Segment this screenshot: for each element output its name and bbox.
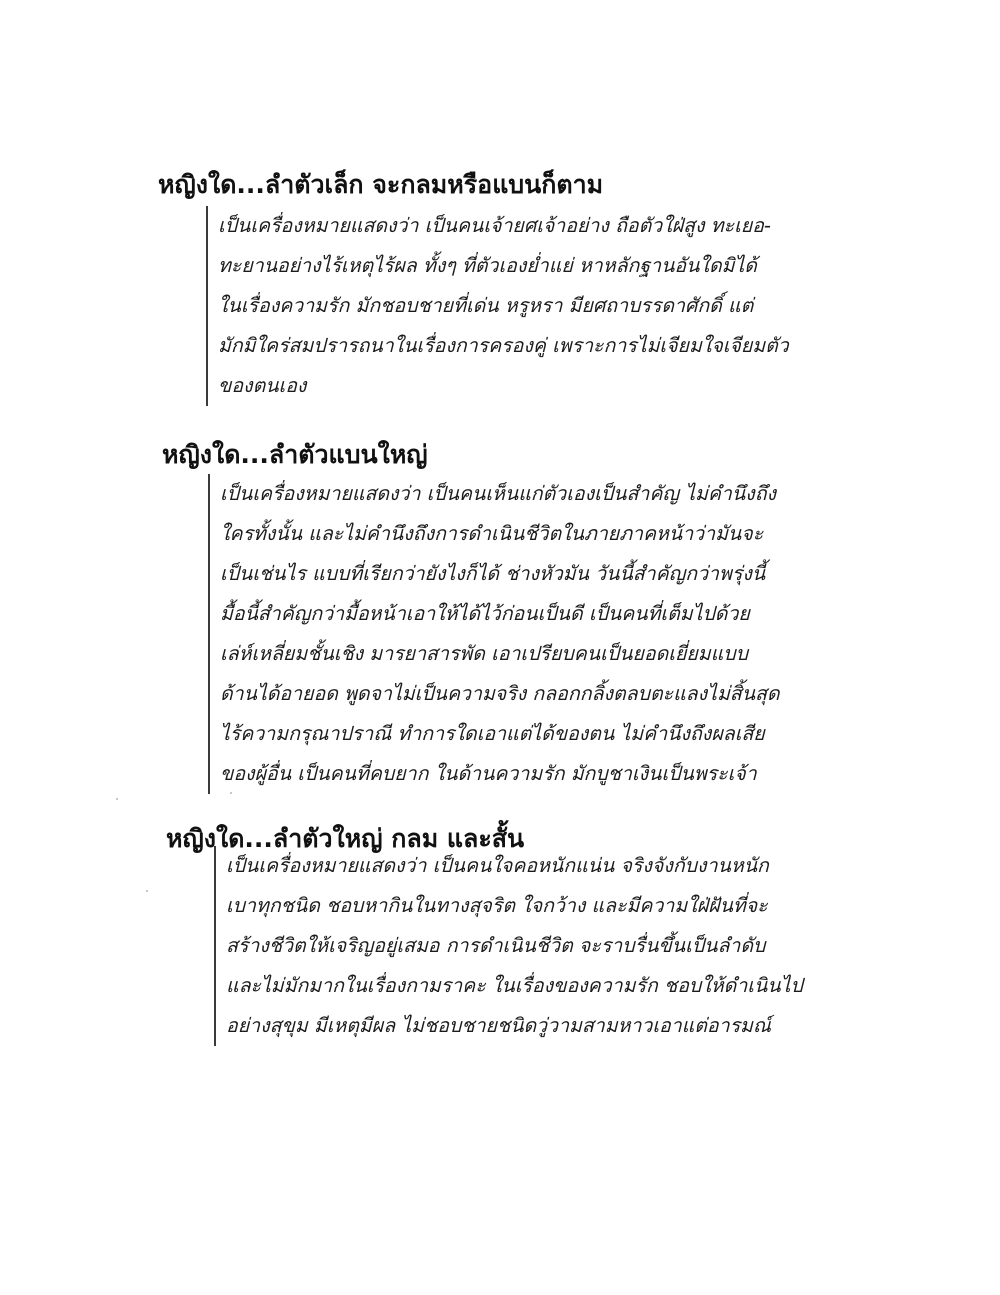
scan-speck	[146, 890, 148, 892]
body-line: ด้านได้อายอด พูดจาไม่เป็นความจริง กลอกกลิ้งตลบตะแลงไม่สิ้นสุด	[220, 682, 780, 705]
body-line: เล่ห์เหลี่ยมชั้นเชิง มารยาสารพัด เอาเปรียบคนเป็นยอดเยี่ยมแบบ	[220, 642, 748, 665]
body-line: ของผู้อื่น เป็นคนที่คบยาก ในด้านความรัก มักบูชาเงินเป็นพระเจ้า	[220, 762, 757, 785]
body-line: ในเรื่องความรัก มักชอบชายที่เด่น หรูหรา มียศถาบรรดาศักดิ์ แต่	[218, 294, 754, 317]
body-line: ทะยานอย่างไร้เหตุไร้ผล ทั้งๆ ที่ตัวเองย่ำแย่ หาหลักฐานอันใดมิได้	[218, 254, 757, 277]
body-line: มื้อนี้สำคัญกว่ามื้อหน้าเอาให้ได้ไว้ก่อนเป็นดี เป็นคนที่เต็มไปด้วย	[220, 602, 750, 625]
body-line: เป็นเครื่องหมายแสดงว่า เป็นคนเห็นแก่ตัวเองเป็นสำคัญ ไม่คำนึงถึง	[220, 482, 777, 505]
body-line: ของตนเอง	[218, 374, 307, 397]
section-heading: หญิงใด...ลำตัวเล็ก จะกลมหรือแบนก็ตาม	[158, 170, 604, 199]
body-line: และไม่มักมากในเรื่องกามราคะ ในเรื่องของความรัก ชอบให้ดำเนินไป	[226, 974, 803, 997]
scan-speck	[230, 792, 232, 794]
body-line: เป็นเครื่องหมายแสดงว่า เป็นคนเจ้ายศเจ้าอย่าง ถือตัวใฝ่สูง ทะเยอ-	[218, 214, 771, 237]
body-line: สร้างชีวิตให้เจริญอยู่เสมอ การดำเนินชีวิต จะราบรื่นขึ้นเป็นลำดับ	[226, 934, 766, 957]
body-line: เบาทุกชนิด ชอบหากินในทางสุจริต ใจกว้าง และมีความใฝ่ฝันที่จะ	[226, 894, 768, 917]
body-line: ใครทั้งนั้น และไม่คำนึงถึงการดำเนินชีวิตในภายภาคหน้าว่ามันจะ	[220, 522, 764, 545]
section-body-text	[208, 474, 780, 794]
section-body-text	[214, 846, 803, 1046]
scan-speck	[116, 798, 118, 800]
section-heading: หญิงใด...ลำตัวใหญ่ กลม และสั้น	[166, 824, 525, 853]
section-heading: หญิงใด...ลำตัวแบนใหญ่	[162, 440, 428, 469]
body-line: เป็นเช่นไร แบบที่เรียกว่ายังไงก็ได้ ช่างหัวมัน วันนี้สำคัญกว่าพรุ่งนี้	[220, 562, 766, 585]
body-line: เป็นเครื่องหมายแสดงว่า เป็นคนใจคอหนักแน่น จริงจังกับงานหนัก	[226, 854, 769, 877]
body-line: ไร้ความกรุณาปราณี ทำการใดเอาแต่ได้ของตน ไม่คำนึงถึงผลเสีย	[220, 722, 765, 745]
body-line: อย่างสุขุม มีเหตุมีผล ไม่ชอบชายชนิดวู่วามสามหาวเอาแต่อารมณ์	[226, 1014, 771, 1037]
section-body-text	[206, 206, 789, 406]
body-line: มักมิใคร่สมปรารถนาในเรื่องการครองคู่ เพราะการไม่เจียมใจเจียมตัว	[218, 334, 789, 357]
